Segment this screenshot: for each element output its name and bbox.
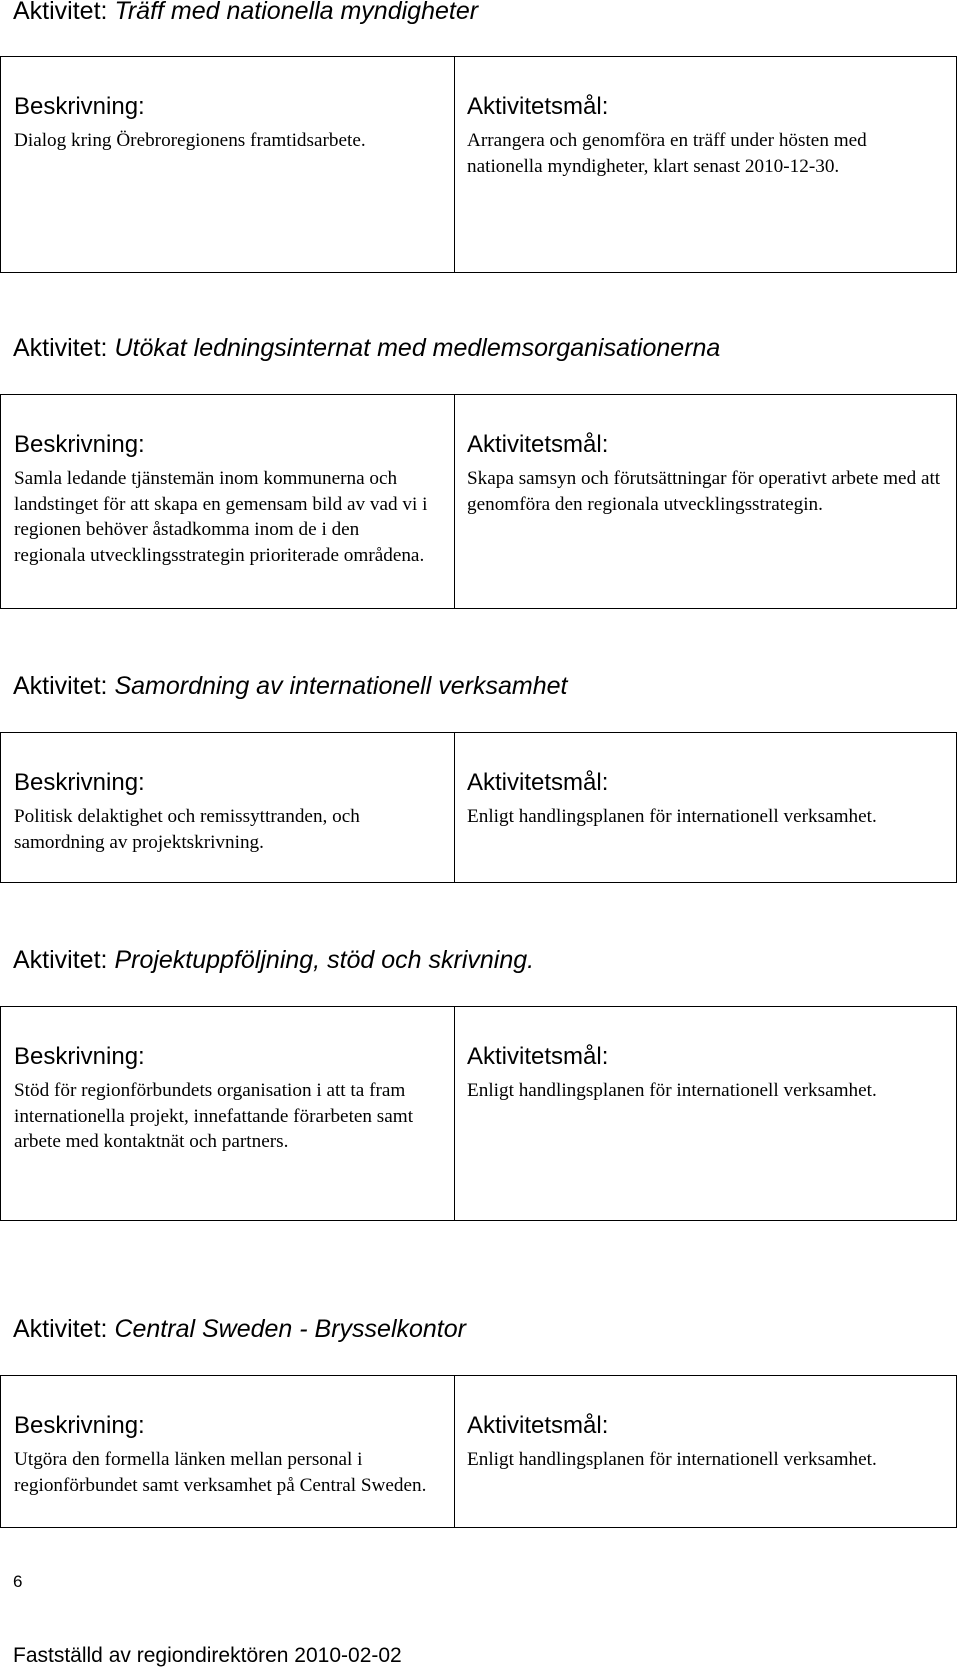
activity-prefix: Aktivitet:	[13, 672, 108, 700]
column-divider	[454, 1376, 455, 1527]
description-cell	[14, 1007, 434, 1155]
column-divider	[454, 395, 455, 608]
description-text: Politisk delaktighet och remissyttranden, och samordning av projektskrivning.	[14, 806, 360, 853]
activity-table	[0, 394, 957, 609]
activity-title: Central Sweden - Brysselkontor	[114, 1315, 466, 1343]
activity-heading	[13, 0, 478, 26]
activity-heading	[13, 333, 720, 363]
description-cell	[14, 395, 434, 568]
activity-prefix: Aktivitet:	[13, 1315, 108, 1343]
description-label: Beskrivning:	[14, 1412, 145, 1439]
description-text: Utgöra den formella länken mellan personal i regionförbundet samt verksamhet på Central Sweden.	[14, 1449, 427, 1496]
description-cell	[14, 1376, 434, 1498]
goal-text: Enligt handlingsplanen för internationell verksamhet.	[467, 806, 877, 827]
description-cell	[14, 733, 434, 855]
goal-text: Enligt handlingsplanen för internationell verksamhet.	[467, 1080, 877, 1101]
activity-heading	[13, 1314, 466, 1344]
goal-cell	[467, 733, 947, 830]
goal-label: Aktivitetsmål:	[467, 431, 609, 458]
column-divider	[454, 57, 455, 272]
goal-label: Aktivitetsmål:	[467, 1043, 609, 1070]
activity-heading	[13, 671, 567, 701]
description-label: Beskrivning:	[14, 93, 145, 120]
activity-heading	[13, 945, 534, 975]
goal-label: Aktivitetsmål:	[467, 1412, 609, 1439]
footer-text: Fastställd av regiondirektören 2010-02-02	[13, 1644, 402, 1667]
description-label: Beskrivning:	[14, 769, 145, 796]
column-divider	[454, 733, 455, 882]
goal-cell	[467, 57, 947, 179]
activity-table	[0, 1375, 957, 1528]
activity-title: Utökat ledningsinternat med medlemsorganisationerna	[114, 334, 721, 362]
activity-table	[0, 56, 957, 273]
description-text: Stöd för regionförbundets organisation i att ta fram internationella projekt, innefattande förarbeten samt arbete med kontaktnät och partners.	[14, 1080, 414, 1152]
goal-text: Skapa samsyn och förutsättningar för operativt arbete med att genomföra den regionala utvecklingsstrategin.	[467, 468, 941, 515]
goal-text: Enligt handlingsplanen för internationell verksamhet.	[467, 1449, 877, 1470]
activity-prefix: Aktivitet:	[13, 334, 108, 362]
activity-table	[0, 1006, 957, 1221]
column-divider	[454, 1007, 455, 1220]
goal-label: Aktivitetsmål:	[467, 769, 609, 796]
goal-label: Aktivitetsmål:	[467, 93, 609, 120]
activity-table	[0, 732, 957, 883]
goal-cell	[467, 1376, 947, 1473]
activity-title: Träff med nationella myndigheter	[114, 0, 479, 25]
goal-cell	[467, 1007, 947, 1104]
description-cell	[14, 57, 434, 154]
activity-title: Samordning av internationell verksamhet	[114, 672, 568, 700]
activity-prefix: Aktivitet:	[13, 0, 108, 25]
goal-text: Arrangera och genomföra en träff under hösten med nationella myndigheter, klart senast 2010-12-30.	[467, 130, 867, 177]
description-label: Beskrivning:	[14, 1043, 145, 1070]
activity-prefix: Aktivitet:	[13, 946, 108, 974]
description-text: Samla ledande tjänstemän inom kommunerna och landstinget för att skapa en gemensam bild av vad vi i regionen behöver åstadkomma inom de i den regionala utvecklingsstrategin prioriterade områdena.	[14, 468, 428, 566]
goal-cell	[467, 395, 947, 517]
description-text: Dialog kring Örebroregionens framtidsarbete.	[14, 130, 366, 151]
page-number: 6	[13, 1572, 23, 1591]
description-label: Beskrivning:	[14, 431, 145, 458]
activity-title: Projektuppföljning, stöd och skrivning.	[114, 946, 535, 974]
